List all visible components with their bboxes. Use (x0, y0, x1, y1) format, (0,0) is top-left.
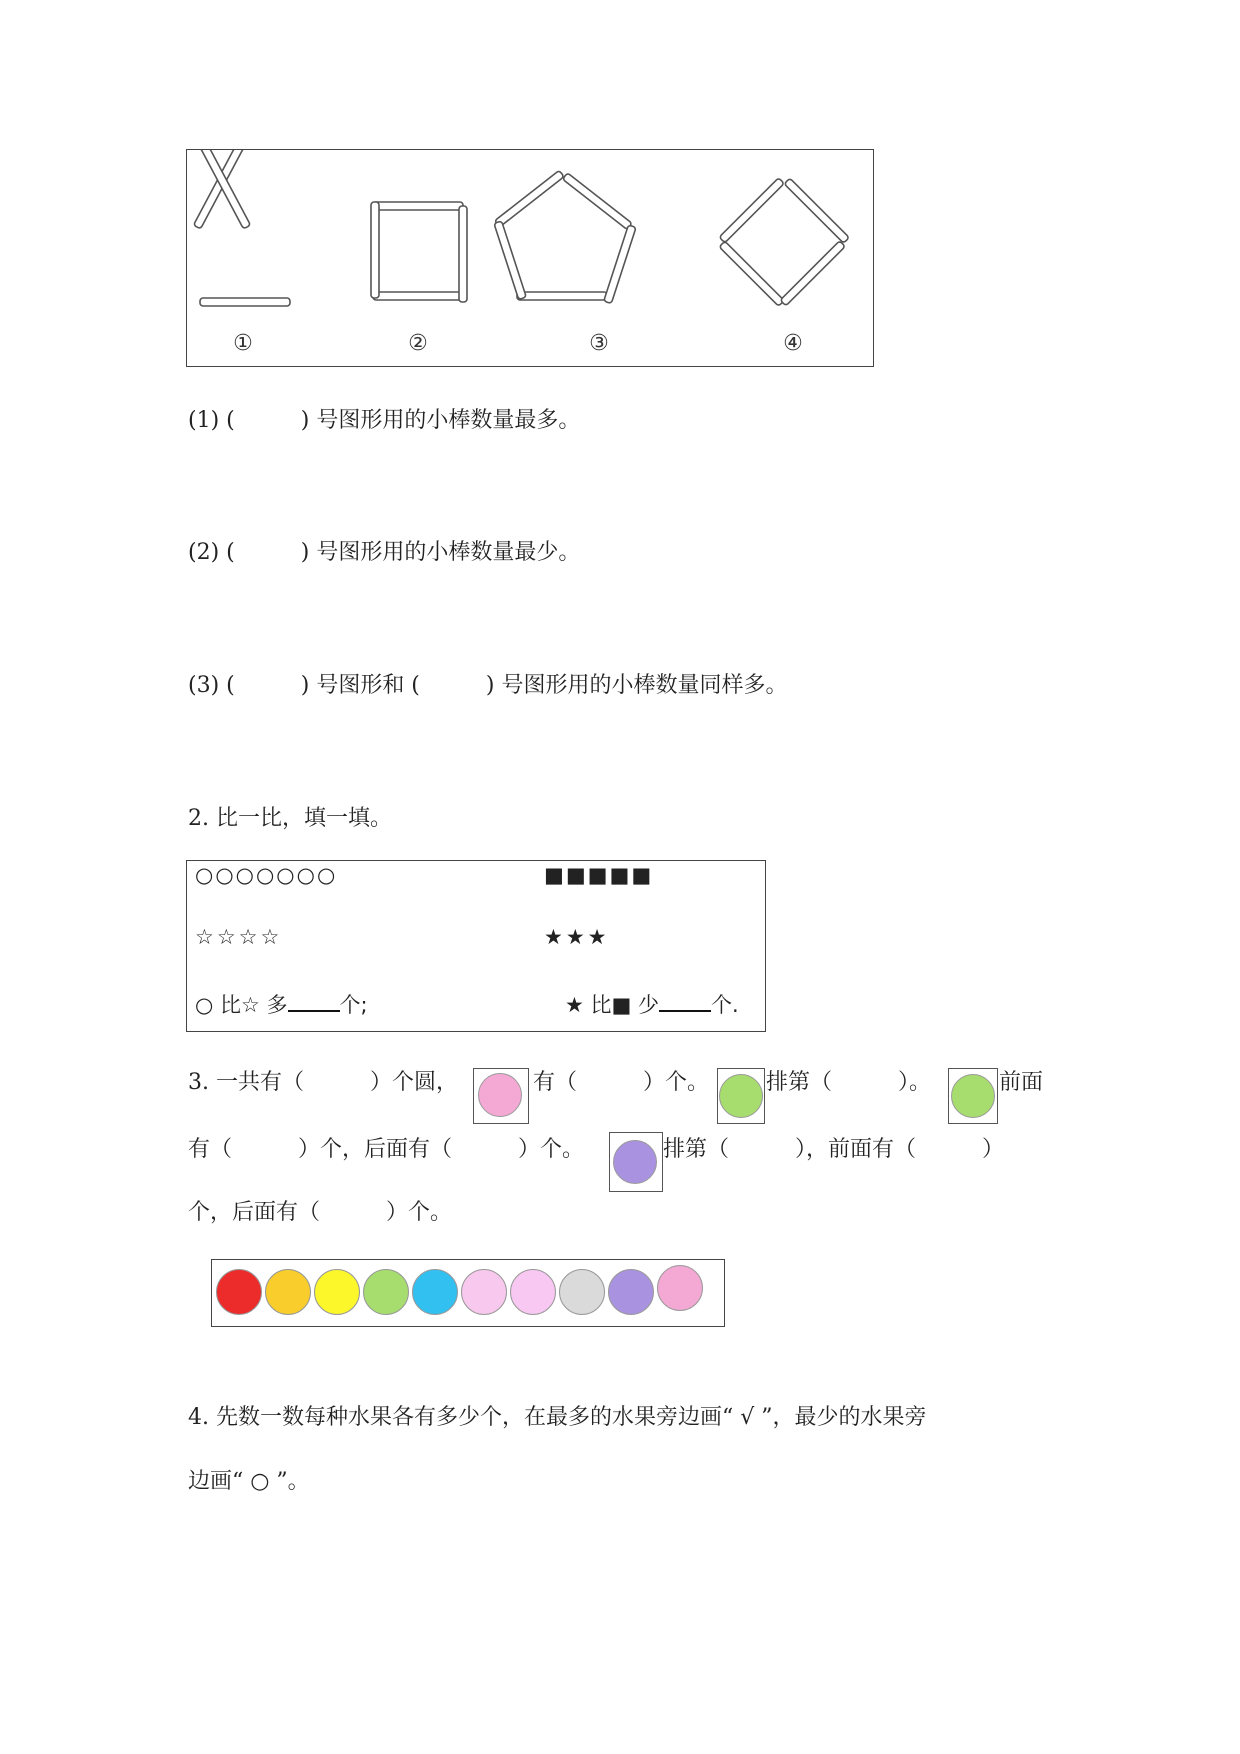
q3-line2-a: 有（ ）个，后面有（ ）个。 (188, 1137, 585, 1162)
green-circle-icon-box-2 (948, 1068, 998, 1124)
shape-label-2: ② (408, 331, 428, 356)
q2-title: 2. 比一比，填一填。 (188, 806, 392, 831)
colored-circle-2 (265, 1269, 311, 1315)
q4-line1: 4. 先数一数每种水果各有多少个，在最多的水果旁边画“ √ ”，最少的水果旁 (188, 1405, 927, 1430)
left-compare-text: ○ 比☆ 多 (195, 993, 288, 1017)
q4-line2: 边画“ ○ ”。 (188, 1469, 310, 1494)
purple-circle-icon (613, 1140, 657, 1184)
diamond-shape (719, 178, 849, 306)
left-compare-prompt (195, 989, 368, 1019)
q3-line2-b: 排第（ ），前面有（ ） (663, 1137, 1005, 1162)
filled-squares-row: ■■■■■ (544, 863, 654, 887)
shape-label-3: ③ (589, 331, 609, 356)
green-circle-icon-box-1 (717, 1068, 765, 1124)
q1-sub2: (2) ( ) 号图形用的小棒数量最少。 (188, 540, 581, 565)
stick-shapes-figure (186, 149, 874, 367)
right-compare-text: ★ 比■ 少 (565, 993, 660, 1017)
purple-circle-icon-box (609, 1132, 663, 1192)
colored-circle-5 (412, 1269, 458, 1315)
q3-line1-d: 前面 (999, 1070, 1044, 1095)
colored-circle-9 (608, 1269, 654, 1315)
colored-circle-4 (363, 1269, 409, 1315)
q3-line1-b: 有（ ）个。 (533, 1070, 710, 1095)
q3-line1-a: 3. 一共有（ ）个圆， (188, 1070, 458, 1095)
colored-circle-7 (510, 1269, 556, 1315)
pink-circle-icon (478, 1073, 522, 1117)
filled-stars-row: ★★★ (544, 925, 610, 949)
green-circle-icon (951, 1074, 995, 1118)
pink-circle-icon-box (473, 1068, 529, 1124)
left-answer-blank[interactable] (288, 992, 340, 1012)
colored-circle-6 (461, 1269, 507, 1315)
q2-compare-box (186, 860, 766, 1032)
q1-sub1: (1) ( ) 号图形用的小棒数量最多。 (188, 408, 581, 433)
shape-label-4: ④ (783, 331, 803, 356)
pentagon-shape (494, 170, 636, 303)
green-circle-icon (719, 1074, 763, 1118)
colored-circle-10 (657, 1265, 703, 1311)
q1-sub3: (3) ( ) 号图形和 ( ) 号图形用的小棒数量同样多。 (188, 673, 788, 698)
square-shape (371, 202, 467, 302)
q3-line3: 个，后面有（ ）个。 (188, 1200, 453, 1225)
right-answer-blank[interactable] (659, 992, 711, 1012)
colored-circle-3 (314, 1269, 360, 1315)
triangle-shape (193, 150, 290, 306)
right-compare-unit: 个. (711, 993, 739, 1017)
shape-label-1: ① (233, 331, 253, 356)
colored-circle-8 (559, 1269, 605, 1315)
stick-shapes-svg (187, 150, 872, 365)
circle-row-box (211, 1259, 725, 1327)
left-compare-unit: 个; (339, 993, 368, 1017)
right-compare-prompt (565, 989, 739, 1019)
colored-circle-1 (216, 1269, 262, 1315)
hollow-circles-row: ○○○○○○○ (195, 863, 338, 887)
q3-line1-c: 排第（ ）。 (766, 1070, 932, 1095)
hollow-stars-row: ☆☆☆☆ (195, 925, 283, 949)
